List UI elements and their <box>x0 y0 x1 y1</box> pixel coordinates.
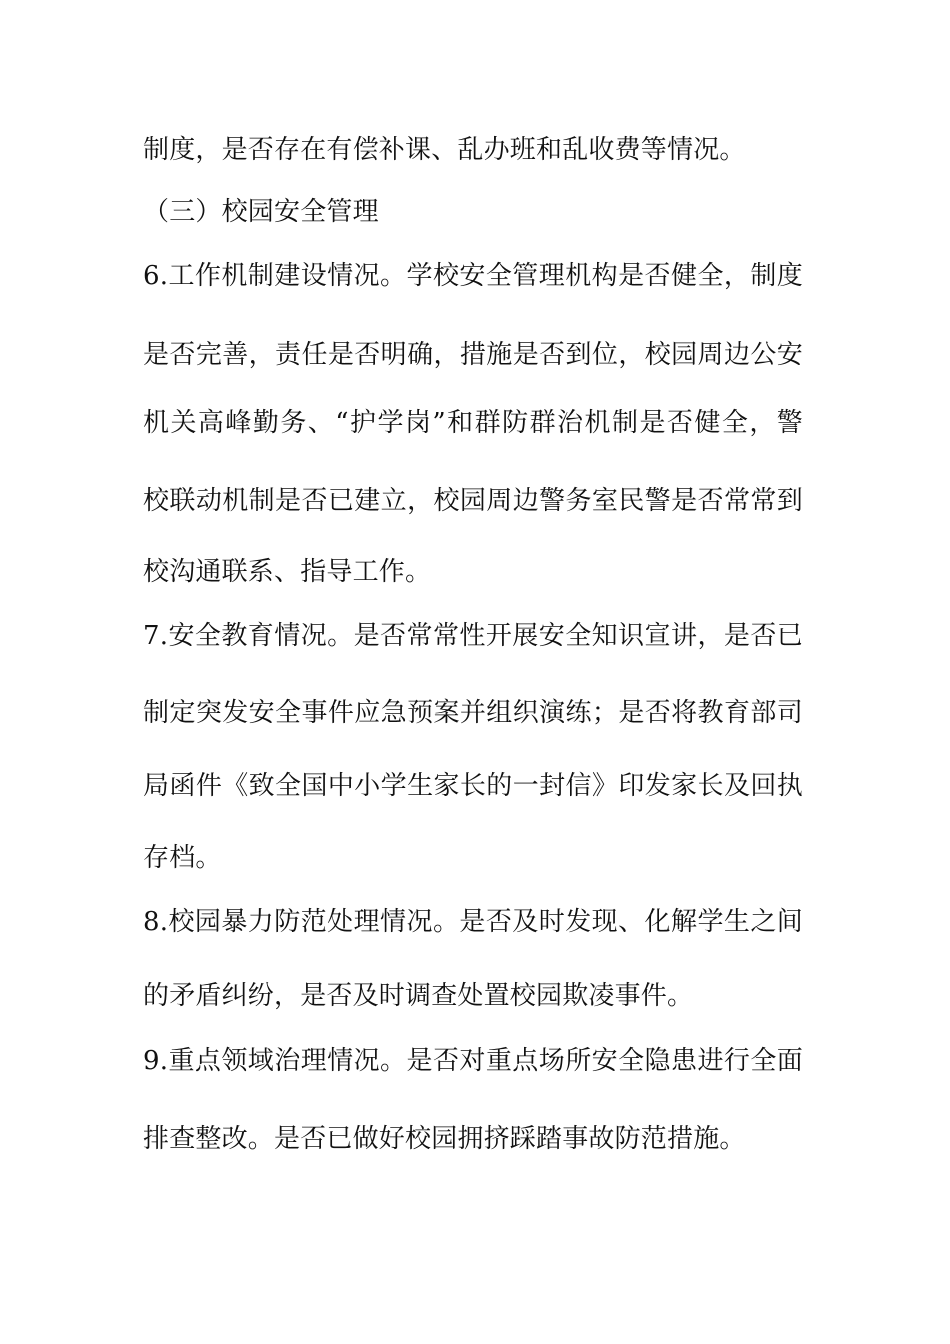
text-line-13: 的矛盾纠纷，是否及时调查处置校园欺凌事件。 <box>143 981 694 1011</box>
text-line-11: 存档。 <box>143 843 222 873</box>
text-line-8: 7.安全教育情况。是否常常性开展安全知识宣讲，是否已 <box>143 621 803 651</box>
section-heading: （三）校园安全管理 <box>143 197 379 227</box>
text-line-5: 机关高峰勤务、“护学岗”和群防群治机制是否健全，警 <box>143 408 803 438</box>
text-line-4: 是否完善，责任是否明确，措施是否到位，校园周边公安 <box>143 340 803 370</box>
text-line-9: 制定突发安全事件应急预案并组织演练；是否将教育部司 <box>143 698 803 728</box>
text-line-6: 校联动机制是否已建立，校园周边警务室民警是否常常到 <box>143 486 803 516</box>
text-line-3: 6.工作机制建设情况。学校安全管理机构是否健全，制度 <box>143 261 803 291</box>
text-line-7: 校沟通联系、指导工作。 <box>143 557 432 587</box>
text-line-12: 8.校园暴力防范处理情况。是否及时发现、化解学生之间 <box>143 907 803 937</box>
text-line-10: 局函件《致全国中小学生家长的一封信》印发家长及回执 <box>143 771 803 801</box>
text-line-14: 9.重点领域治理情况。是否对重点场所安全隐患进行全面 <box>143 1046 803 1076</box>
text-line-15: 排查整改。是否已做好校园拥挤踩踏事故防范措施。 <box>143 1124 746 1154</box>
text-line-1: 制度，是否存在有偿补课、乱办班和乱收费等情况。 <box>143 135 746 165</box>
